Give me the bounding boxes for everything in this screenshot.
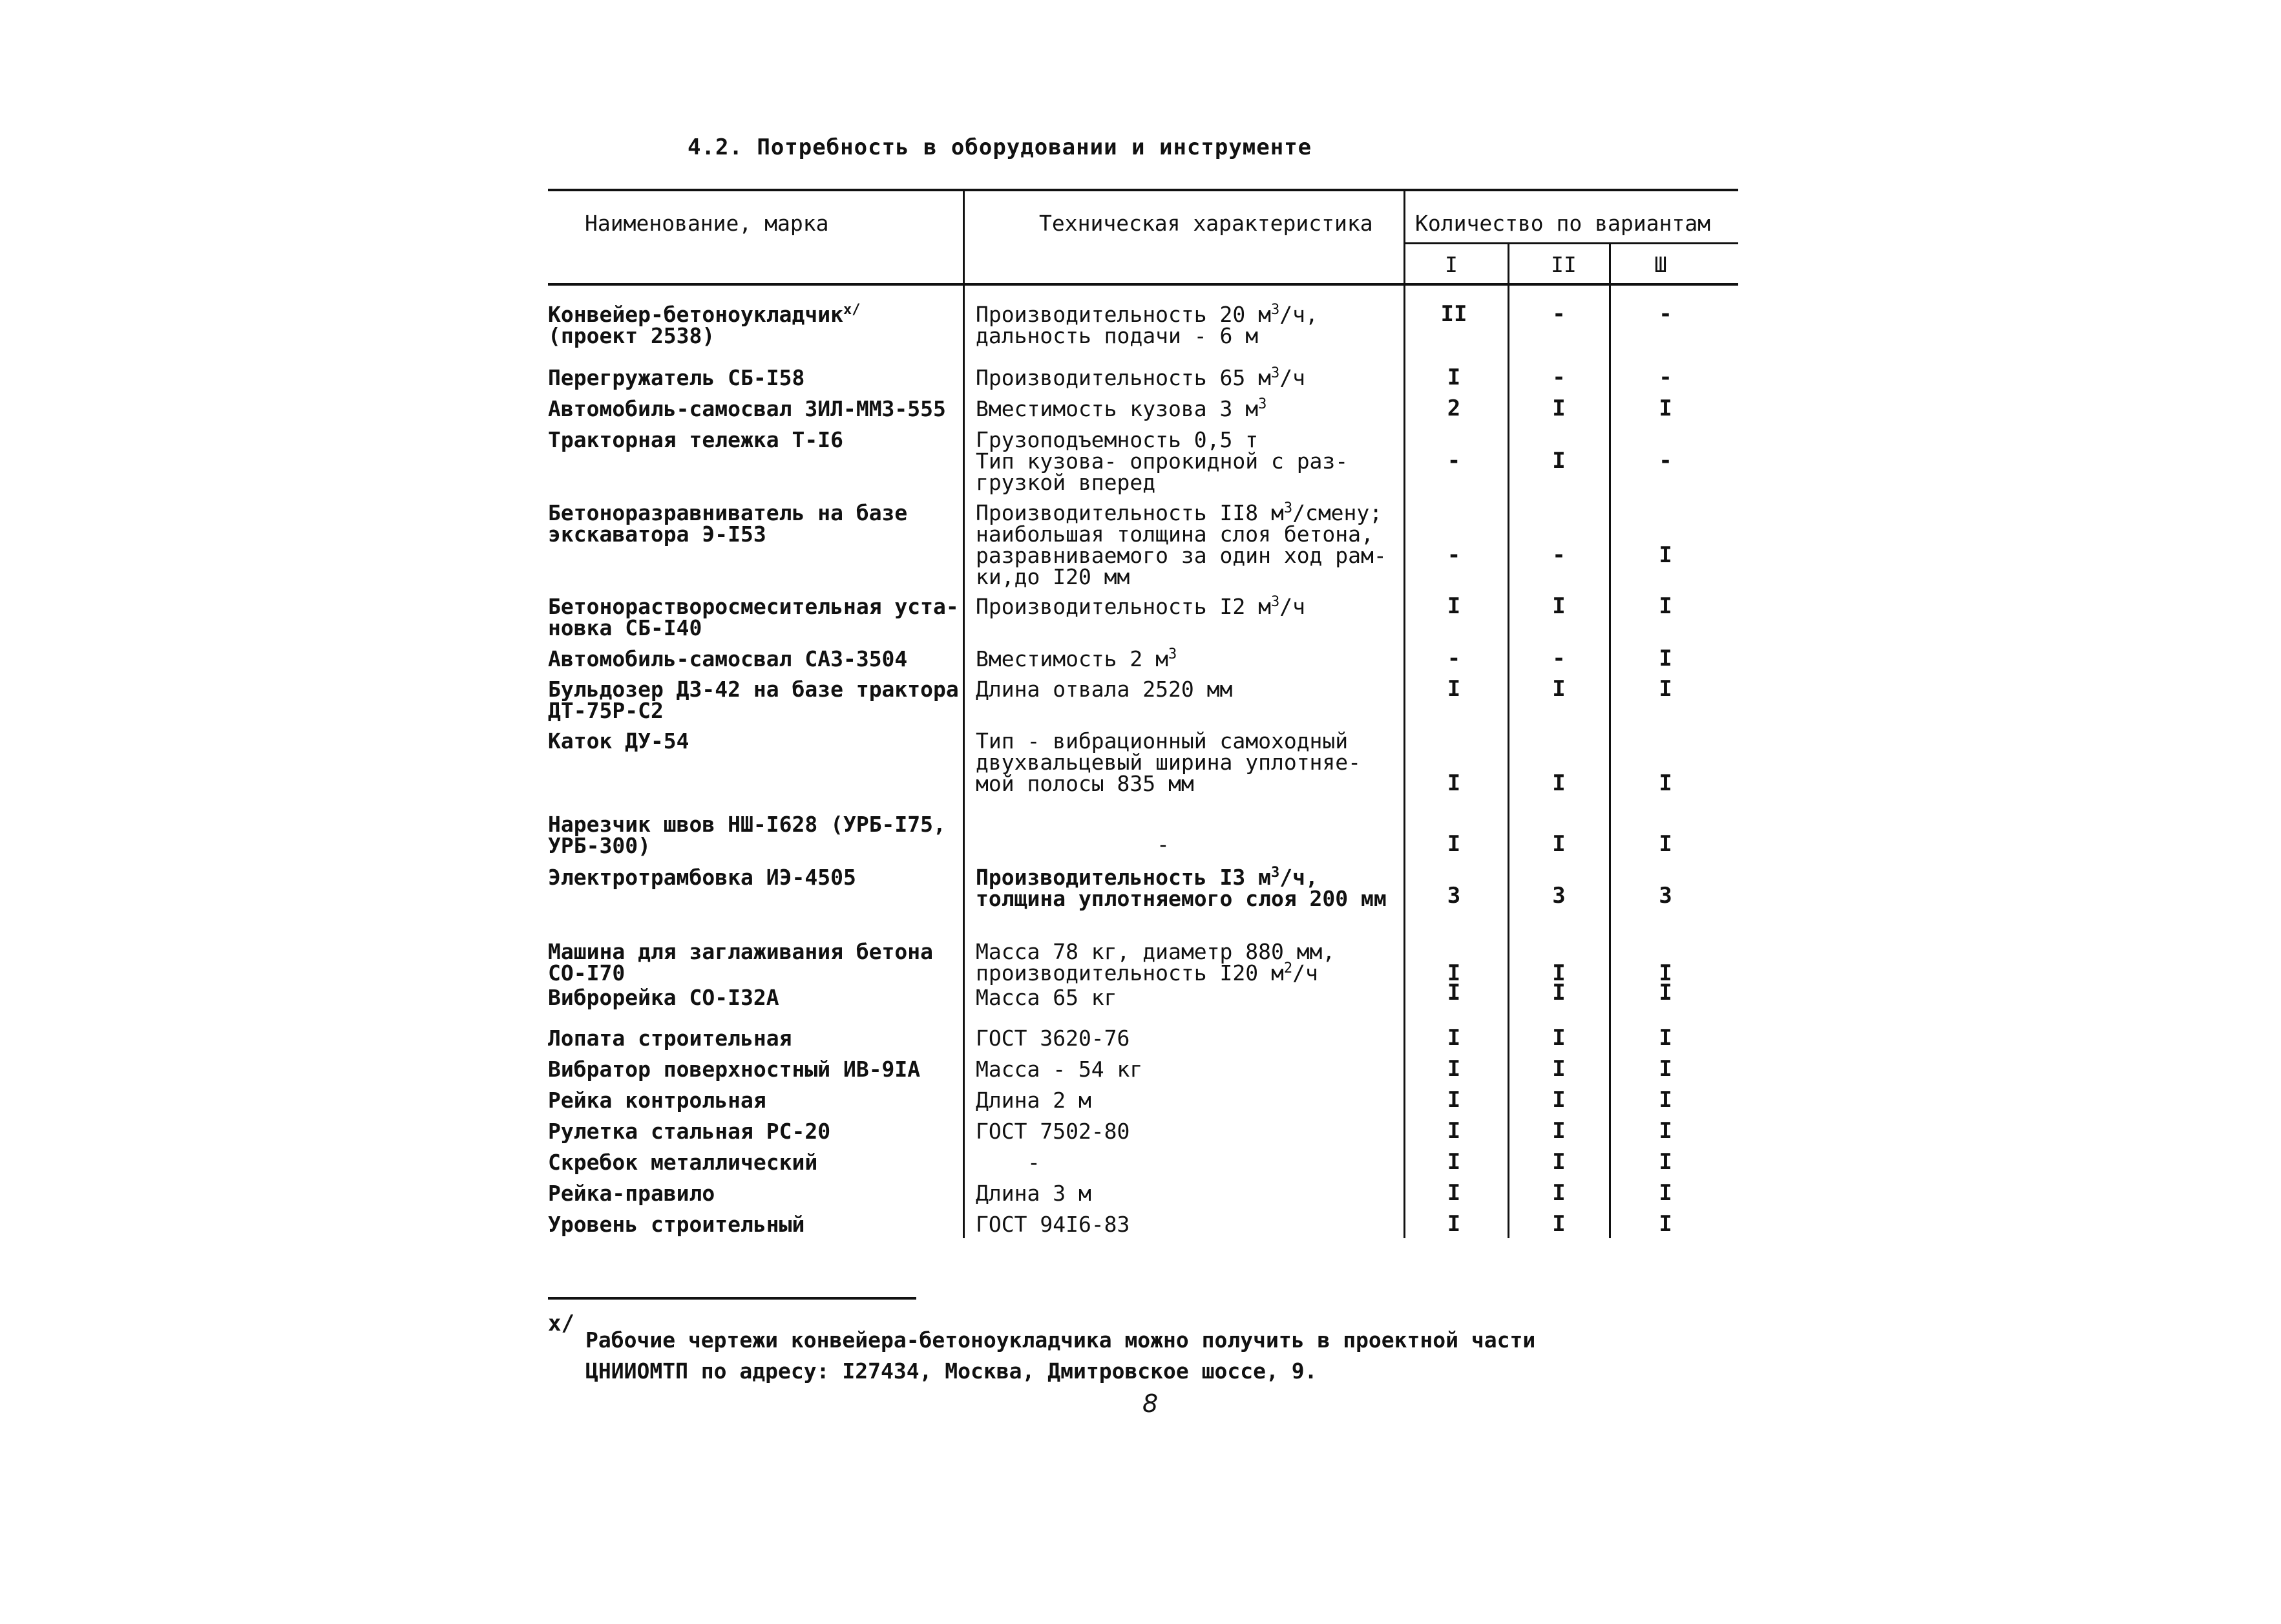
row-5-qty-v3: I [1659,542,1672,568]
row-3-name: Автомобиль-самосвал ЗИЛ-ММЗ-555 [548,396,946,421]
header-variant-3: Ш [1654,252,1667,277]
footnote-mark: x/ [548,1311,574,1336]
row-10-qty-v1: I [1447,831,1461,857]
row-2-name: Перегружатель СБ-I58 [548,365,805,390]
row-1-qty-v2: - [1552,301,1566,327]
row-13-qty-v2: I [1552,980,1566,1006]
row-6-qty-v3: I [1659,593,1672,619]
row-1-qty-v1: II [1440,301,1467,327]
row-5-name: Бетоноразравниватель на базе экскаватора Э-I53 [548,500,908,547]
row-16-qty-v2: I [1552,1087,1566,1113]
col-divider-tech-qty [1403,190,1405,1238]
row-19-qty-v1: I [1447,1180,1461,1206]
row-11-qty-v3: 3 [1659,883,1672,909]
row-9-tech: Тип - вибрационный самоходный двухвальцевый ширина уплотняе- мой полосы 835 мм [976,728,1361,796]
row-11-qty-v2: 3 [1552,883,1566,909]
row-8-name: Бульдозер ДЗ-42 на базе трактора ДТ-75Р-С2 [548,677,959,723]
row-14-name: Лопата строительная [548,1026,792,1051]
row-13-qty-v3: I [1659,980,1672,1006]
row-8-tech: Длина отвала 2520 мм [976,677,1233,702]
row-16-tech: Длина 2 м [976,1088,1091,1113]
row-18-qty-v3: I [1659,1149,1672,1175]
row-20-qty-v3: I [1659,1211,1672,1237]
row-20-qty-v2: I [1552,1211,1566,1237]
row-17-name: Рулетка стальная РС-20 [548,1119,831,1144]
row-7-qty-v2: - [1552,646,1566,671]
row-16-qty-v1: I [1447,1087,1461,1113]
row-5-tech: Производительность II8 $м^3$/смену; наибольшая толщина слоя бетона, разравниваемого за один ход рам- ки,до I20 мм [976,500,1387,589]
row-12-qty-v2: I [1552,960,1566,986]
row-19-qty-v3: I [1659,1180,1672,1206]
row-19-name: Рейка-правило [548,1181,715,1206]
row-7-name: Автомобиль-самосвал САЗ-3504 [548,646,908,671]
row-7-qty-v3: I [1659,646,1672,671]
row-12-name: Машина для заглаживания бетона СО-I70 [548,939,934,986]
row-13-qty-v1: I [1447,980,1461,1006]
footnote-line-1: Рабочие чертежи конвейера-бетоноукладчика можно получить в проектной части [585,1327,1536,1353]
row-10-qty-v3: I [1659,831,1672,857]
row-6-name: Бетонорастворосмесительная уста- новка СБ-I40 [548,594,959,640]
row-9-qty-v1: I [1447,770,1461,796]
header-qty: Количество по вариантам [1415,211,1710,236]
row-4-qty-v3: - [1659,448,1672,474]
row-14-qty-v1: I [1447,1025,1461,1051]
row-18-tech: - [1027,1150,1040,1175]
row-4-qty-v1: - [1447,448,1461,474]
row-16-qty-v3: I [1659,1087,1672,1113]
row-12-qty-v1: I [1447,960,1461,986]
row-3-qty-v2: I [1552,395,1566,421]
row-18-qty-v1: I [1447,1149,1461,1175]
row-15-tech: Масса - 54 кг [976,1057,1143,1082]
row-4-tech: Грузоподъемность 0,5 т Тип кузова- опрокидной с раз- грузкой вперед [976,427,1349,495]
footnote-separator [548,1297,916,1300]
header-tech: Техническая характеристика [1039,211,1373,236]
row-2-qty-v2: - [1552,364,1566,390]
row-2-qty-v3: - [1659,364,1672,390]
section-title: 4.2. Потребность в оборудовании и инструменте [688,134,1312,160]
row-20-qty-v1: I [1447,1211,1461,1237]
row-7-tech: Вместимость 2 $м^3$ [976,646,1177,671]
row-1-name: Конвейер-бетоноукладчик$^{x/}$ (проект 2538) [548,302,861,348]
row-18-name: Скребок металлический [548,1150,818,1175]
row-1-tech: Производительность 20 $м^3/ч$, дальность подачи - 6 м [976,302,1318,348]
row-14-qty-v2: I [1552,1025,1566,1051]
row-17-qty-v3: I [1659,1118,1672,1144]
row-7-qty-v1: - [1447,646,1461,671]
page-number: 8 [1142,1389,1159,1418]
row-15-qty-v3: I [1659,1056,1672,1082]
row-6-qty-v1: I [1447,593,1461,619]
row-14-tech: ГОСТ 3620-76 [976,1026,1130,1051]
table-top-rule [548,189,1738,191]
col-divider-name-tech [963,190,965,1238]
row-10-tech: - [1157,832,1170,857]
row-3-tech: Вместимость кузова 3 $м^3$ [976,396,1267,421]
qty-header-rule [1405,242,1738,244]
row-10-name: Нарезчик швов НШ-I628 (УРБ-I75, УРБ-300) [548,812,946,858]
row-8-qty-v1: I [1447,676,1461,702]
row-17-tech: ГОСТ 7502-80 [976,1119,1130,1144]
row-14-qty-v3: I [1659,1025,1672,1051]
row-10-qty-v2: I [1552,831,1566,857]
row-19-tech: Длина 3 м [976,1181,1091,1206]
header-variant-1: I [1445,252,1458,277]
row-9-qty-v3: I [1659,770,1672,796]
row-16-name: Рейка контрольная [548,1088,766,1113]
row-2-qty-v1: I [1447,364,1461,390]
row-17-qty-v2: I [1552,1118,1566,1144]
row-19-qty-v2: I [1552,1180,1566,1206]
row-6-qty-v2: I [1552,593,1566,619]
row-9-qty-v2: I [1552,770,1566,796]
row-20-name: Уровень строительный [548,1212,805,1237]
row-6-tech: Производительность I2 $м^3/ч$ [976,594,1305,619]
row-5-qty-v2: - [1552,542,1566,568]
row-8-qty-v2: I [1552,676,1566,702]
row-3-qty-v1: 2 [1447,395,1461,421]
row-13-name: Виброрейка СО-I32А [548,985,779,1010]
row-9-name: Каток ДУ-54 [548,728,689,754]
footnote-line-2: ЦНИИОМТП по адресу: I27434, Москва, Дмитровское шоссе, 9. [585,1358,1318,1384]
row-4-name: Тракторная тележка Т-I6 [548,427,843,452]
header-variant-2: II [1551,252,1577,277]
row-13-tech: Масса 65 кг [976,985,1117,1010]
row-18-qty-v2: I [1552,1149,1566,1175]
col-divider-v2-v3 [1609,244,1611,1238]
row-11-tech: Производительность I3 $м^3/ч$, толщина уплотняемого слоя 200 мм [976,865,1387,911]
row-12-tech: Масса 78 кг, диаметр 880 мм, производительность I20 $м^2/ч$ [976,939,1336,986]
row-2-tech: Производительность 65 $м^3/ч$ [976,365,1305,390]
row-15-qty-v1: I [1447,1056,1461,1082]
row-8-qty-v3: I [1659,676,1672,702]
row-11-name: Электротрамбовка ИЭ-4505 [548,865,856,890]
row-15-qty-v2: I [1552,1056,1566,1082]
row-3-qty-v3: I [1659,395,1672,421]
row-11-qty-v1: 3 [1447,883,1461,909]
row-4-qty-v2: I [1552,448,1566,474]
row-5-qty-v1: - [1447,542,1461,568]
row-12-qty-v3: I [1659,960,1672,986]
row-20-tech: ГОСТ 94I6-83 [976,1212,1130,1237]
row-1-qty-v3: - [1659,301,1672,327]
row-15-name: Вибратор поверхностный ИВ-9IА [548,1057,921,1082]
header-name: Наименование, марка [585,211,829,236]
row-17-qty-v1: I [1447,1118,1461,1144]
header-bottom-rule [548,283,1738,286]
